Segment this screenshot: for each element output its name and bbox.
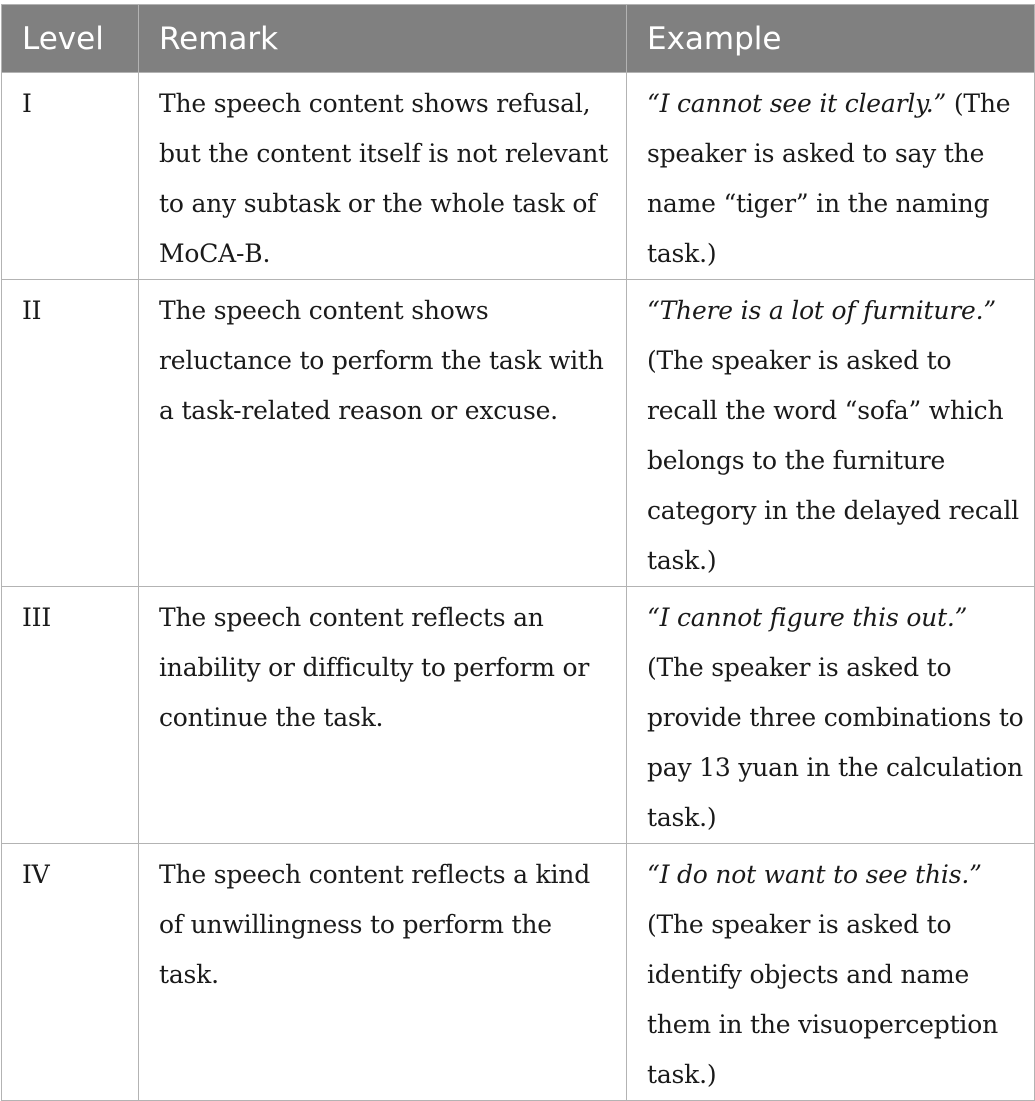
remark-cell: The speech content reflects an inability or difficulty to perform or continue the task. <box>139 587 627 844</box>
level-cell: I <box>2 73 139 280</box>
example-cell <box>627 844 1035 1101</box>
remark-cell: The speech content shows reluctance to perform the task with a task-related reason or excuse. <box>139 280 627 587</box>
example-cell <box>627 587 1035 844</box>
example-quote: “I cannot figure this out.” <box>647 603 968 632</box>
table-row <box>2 280 1035 587</box>
table-row <box>2 587 1035 844</box>
header-row <box>2 5 1035 73</box>
example-quote: “I cannot see it clearly.” <box>647 89 947 118</box>
example-note: (The speaker is asked to identify objects and name them in the visuoperception task.) <box>647 910 998 1089</box>
example-cell <box>627 280 1035 587</box>
header-level: Level <box>2 5 139 73</box>
levels-table <box>1 4 1035 1101</box>
level-cell: II <box>2 280 139 587</box>
remark-cell: The speech content shows refusal, but the content itself is not relevant to any subtask or the whole task of MoCA-B. <box>139 73 627 280</box>
example-cell <box>627 73 1035 280</box>
table-body <box>2 73 1035 1101</box>
example-note: (The speaker is asked to say the name “tiger” in the naming task.) <box>647 89 1011 268</box>
level-cell: III <box>2 587 139 844</box>
level-cell: IV <box>2 844 139 1101</box>
table-row <box>2 844 1035 1101</box>
example-note: (The speaker is asked to provide three combinations to pay 13 yuan in the calculation task.) <box>647 653 1024 832</box>
header-remark: Remark <box>139 5 627 73</box>
example-note: (The speaker is asked to recall the word “sofa” which belongs to the furniture category in the delayed recall task.) <box>647 346 1019 575</box>
table-row <box>2 73 1035 280</box>
header-example: Example <box>627 5 1035 73</box>
remark-cell: The speech content reflects a kind of unwillingness to perform the task. <box>139 844 627 1101</box>
example-quote: “I do not want to see this.” <box>647 860 982 889</box>
example-quote: “There is a lot of furniture.” <box>647 296 996 325</box>
table-header <box>2 5 1035 73</box>
